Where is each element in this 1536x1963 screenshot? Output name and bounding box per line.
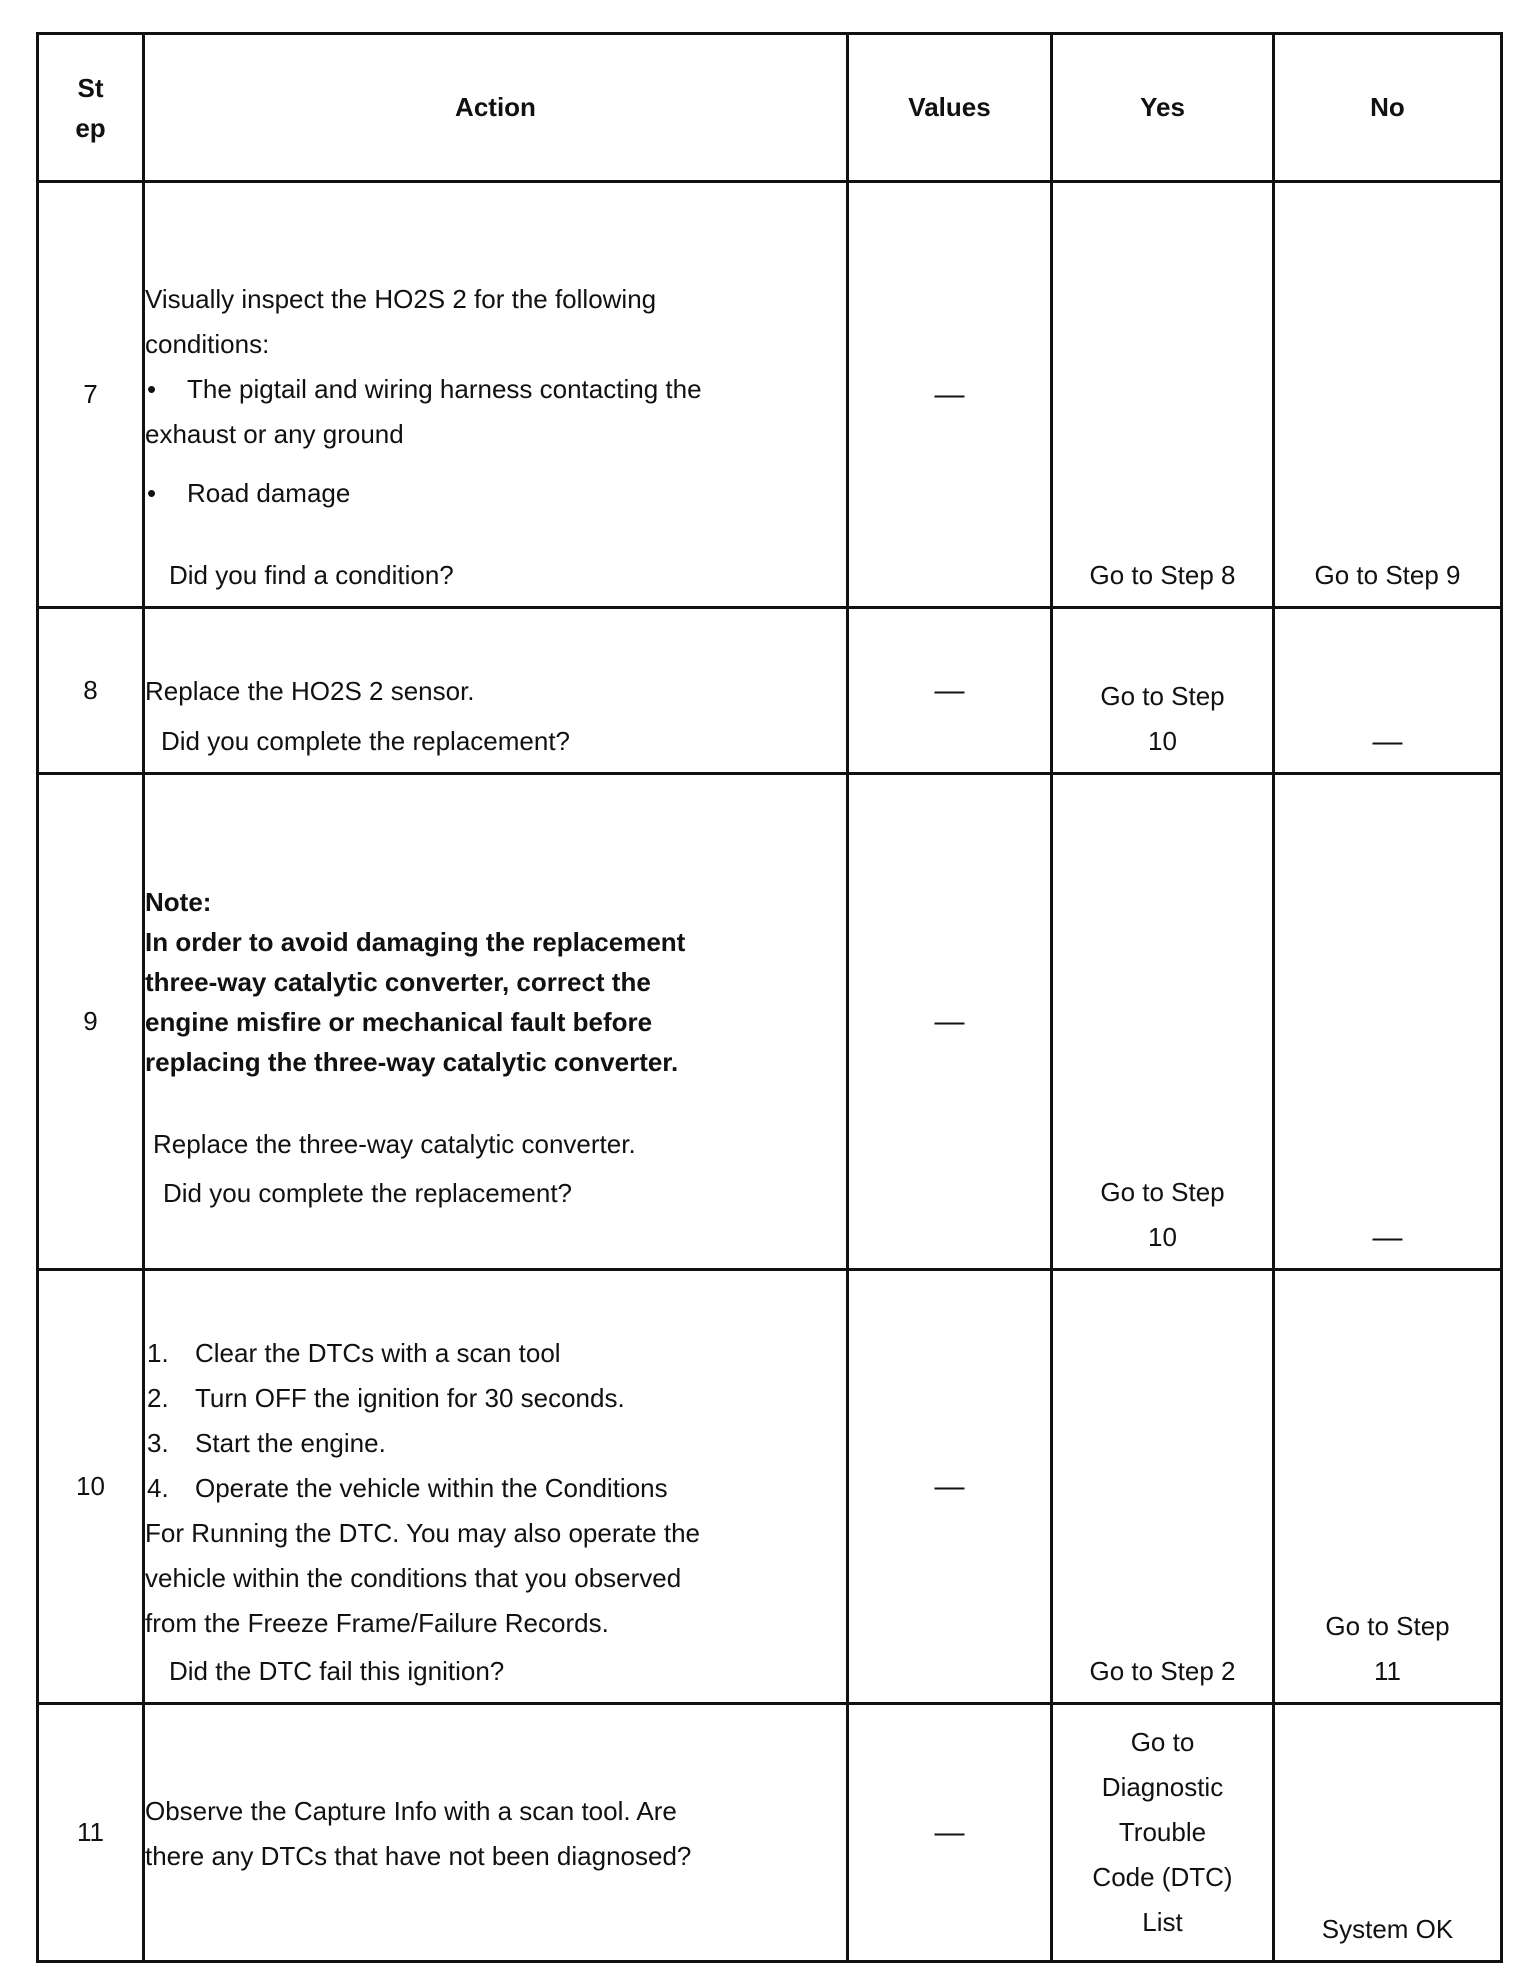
list-item	[145, 1376, 846, 1421]
list-item	[145, 1331, 846, 1376]
no-cell	[1274, 608, 1502, 774]
header-step	[38, 34, 144, 182]
note-text: replacing the three-way catalytic converter.	[145, 1047, 679, 1077]
header-values: Values	[848, 34, 1052, 182]
values-cell: —	[848, 182, 1052, 608]
action-cell	[144, 1270, 848, 1704]
step-number: 10	[38, 1270, 144, 1704]
yes-text: Go to Step 8	[1089, 560, 1236, 590]
table-row-step-8	[38, 608, 1502, 774]
action-text: conditions:	[145, 329, 270, 359]
header-action: Action	[144, 34, 848, 182]
no-text: —	[1372, 1221, 1403, 1254]
action-text: Replace the three-way catalytic converter.	[153, 1129, 636, 1159]
yes-cell	[1052, 182, 1274, 608]
step-number: 8	[38, 608, 144, 774]
question-text: Did you complete the replacement?	[161, 726, 571, 756]
no-text: —	[1372, 725, 1403, 758]
question-text: Did the DTC fail this ignition?	[169, 1656, 505, 1686]
no-text-line2: 11	[1374, 1656, 1401, 1686]
action-cell	[144, 182, 848, 608]
step-number: 11	[38, 1704, 144, 1962]
no-cell	[1274, 1270, 1502, 1704]
no-text: System OK	[1321, 1914, 1454, 1944]
list-text: Turn OFF the ignition for 30 seconds.	[195, 1383, 625, 1413]
note-label: Note:	[145, 887, 212, 917]
continuation-text: For Running the DTC. You may also operate the	[145, 1518, 700, 1548]
bullet-icon: •	[147, 478, 157, 508]
list-number: 4.	[147, 1473, 169, 1503]
no-cell	[1274, 1704, 1502, 1962]
no-cell	[1274, 182, 1502, 608]
action-text: Replace the HO2S 2 sensor.	[145, 676, 475, 706]
bullet-icon: •	[147, 374, 157, 404]
table-row-step-9	[38, 774, 1502, 1270]
continuation-text: from the Freeze Frame/Failure Records.	[145, 1608, 609, 1638]
yes-cell	[1052, 774, 1274, 1270]
bullet-continuation: exhaust or any ground	[145, 419, 404, 449]
yes-text-line1: Go to Step	[1100, 681, 1225, 711]
yes-text-line2: 10	[1148, 1222, 1177, 1252]
list-number: 3.	[147, 1428, 169, 1458]
yes-cell	[1052, 1704, 1274, 1962]
yes-text-line: Go to	[1130, 1727, 1195, 1757]
action-cell	[144, 608, 848, 774]
diagnostic-table	[36, 32, 1503, 1963]
no-text-line1: Go to Step	[1325, 1611, 1450, 1641]
list-item	[145, 1466, 846, 1511]
action-text: there any DTCs that have not been diagnosed?	[145, 1840, 692, 1871]
list-text: Clear the DTCs with a scan tool	[195, 1338, 561, 1368]
yes-text-line: Diagnostic	[1101, 1772, 1224, 1802]
note-text: In order to avoid damaging the replacement	[145, 927, 686, 957]
note-text: engine misfire or mechanical fault before	[145, 1007, 653, 1037]
list-text: Start the engine.	[195, 1428, 386, 1458]
list-item	[145, 1421, 846, 1466]
values-cell: —	[848, 774, 1052, 1270]
step-number: 9	[38, 774, 144, 1270]
table-row-step-10	[38, 1270, 1502, 1704]
table-row-step-7	[38, 182, 1502, 608]
table-row-step-11	[38, 1704, 1502, 1962]
yes-cell	[1052, 608, 1274, 774]
bullet-text: Road damage	[187, 478, 351, 508]
yes-text-line: Code (DTC)	[1092, 1862, 1233, 1892]
list-item	[145, 471, 846, 516]
action-cell	[144, 774, 848, 1270]
header-step-line1: St	[77, 72, 104, 103]
list-number: 1.	[147, 1338, 169, 1368]
header-step-line2: ep	[75, 112, 106, 143]
header-row	[38, 34, 1502, 182]
no-text: Go to Step 9	[1314, 560, 1461, 590]
values-cell: —	[848, 1704, 1052, 1962]
values-cell: —	[848, 608, 1052, 774]
step-number: 7	[38, 182, 144, 608]
action-text: Observe the Capture Info with a scan tool. Are	[145, 1795, 677, 1826]
yes-text-line2: 10	[1148, 726, 1177, 756]
bullet-text: The pigtail and wiring harness contacting the	[187, 374, 702, 404]
list-text: Operate the vehicle within the Conditions	[195, 1473, 668, 1503]
question-text: Did you complete the replacement?	[163, 1178, 573, 1208]
list-number: 2.	[147, 1383, 169, 1413]
list-item	[145, 367, 846, 412]
yes-text: Go to Step 2	[1089, 1656, 1236, 1686]
yes-text-line: Trouble	[1118, 1817, 1207, 1847]
action-cell	[144, 1704, 848, 1962]
header-no: No	[1274, 34, 1502, 182]
yes-text-line1: Go to Step	[1100, 1177, 1225, 1207]
continuation-text: vehicle within the conditions that you observed	[145, 1563, 682, 1593]
yes-cell	[1052, 1270, 1274, 1704]
yes-text-line: List	[1142, 1907, 1183, 1937]
question-text: Did you find a condition?	[169, 560, 454, 590]
note-text: three-way catalytic converter, correct the	[145, 967, 651, 997]
header-yes: Yes	[1052, 34, 1274, 182]
no-cell	[1274, 774, 1502, 1270]
values-cell: —	[848, 1270, 1052, 1704]
action-text: Visually inspect the HO2S 2 for the following	[145, 284, 657, 314]
